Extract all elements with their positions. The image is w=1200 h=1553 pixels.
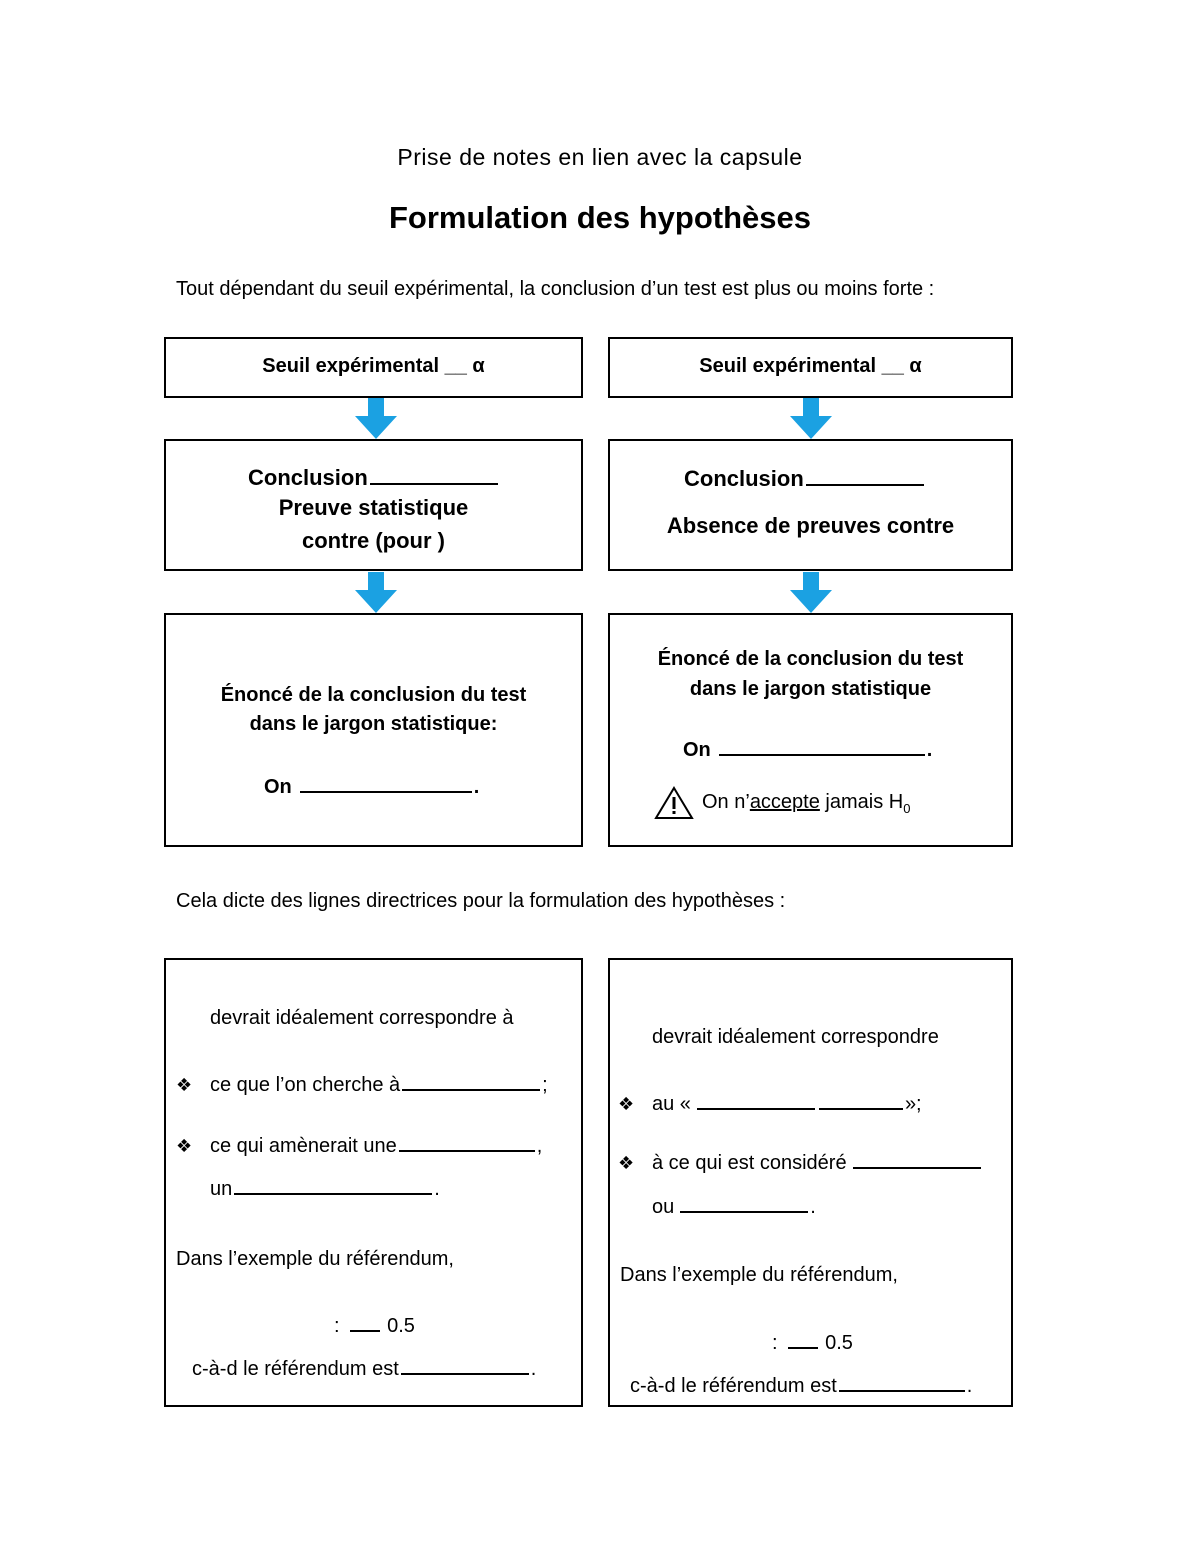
right-guide-example: Dans l’exemple du référendum, [620,1264,898,1286]
right-enonce-line1: Énoncé de la conclusion du test [657,648,964,670]
diamond-bullet-icon: ❖ [618,1094,635,1114]
left-conclusion-line2: Preuve statistique [278,495,469,520]
right-guide-bullet1: ❖ au « »; [618,1088,922,1116]
right-enonce-line2: dans le jargon statistique [689,678,932,700]
right-conclusion-box [608,439,1013,571]
right-guide-bullet2-cont: ou . [652,1191,816,1219]
left-guide-bullet1: ❖ ce que l’on cherche à ; [176,1069,548,1097]
diamond-bullet-icon: ❖ [176,1075,193,1095]
left-conclusion-line3: contre (pour ) [302,528,445,553]
left-enonce-line1: Énoncé de la conclusion du test [220,684,527,706]
arrow-down-icon [354,398,398,440]
right-guide-bullet2: ❖ à ce qui est considéré [618,1147,983,1175]
left-conclusion-box [164,439,583,571]
left-guide-bullet2: ❖ ce qui amènerait une , [176,1130,542,1158]
right-conclusion-line2: Absence de preuves contre [666,513,955,538]
left-guide-example: Dans l’exemple du référendum, [176,1248,454,1270]
left-guide-hypothesis: : 0.5 [334,1310,415,1338]
right-seuil-label: Seuil expérimental __ α [699,355,922,377]
right-guide-heading: devrait idéalement correspondre [652,1026,939,1048]
intro-text: Tout dépendant du seuil expérimental, la conclusion d’un test est plus ou moins forte : [176,278,935,300]
right-conclusion-label: Conclusion [684,462,926,492]
right-guide-cad: c-à-d le référendum est . [630,1370,972,1398]
right-guide-hypothesis: : 0.5 [772,1327,853,1355]
left-guide-bullet2-cont: un . [210,1173,440,1201]
arrow-down-icon [789,398,833,440]
guidelines-intro: Cela dicte des lignes directrices pour la formulation des hypothèses : [176,890,786,912]
diamond-bullet-icon: ❖ [176,1136,193,1156]
left-guide-box [164,958,583,1407]
left-seuil-box [164,337,583,398]
left-enonce-box [164,613,583,847]
right-guide-box [608,958,1013,1407]
left-guide-cad: c-à-d le référendum est . [192,1353,536,1381]
arrow-down-icon [354,572,398,614]
right-enonce-box [608,613,1013,847]
right-seuil-box [608,337,1013,398]
right-on-line: On . [683,734,932,762]
left-on-line: On . [264,771,479,799]
left-seuil-label: Seuil expérimental __ α [262,355,485,377]
warning-icon [654,786,694,820]
arrow-down-icon [789,572,833,614]
left-guide-heading: devrait idéalement correspondre à [210,1007,514,1029]
page-title: Formulation des hypothèses [388,200,811,235]
diamond-bullet-icon: ❖ [618,1153,635,1173]
left-conclusion-label: Conclusion [248,461,500,491]
warning-text: On n’accepte jamais $H_0$ [702,791,911,816]
page-subtitle: Prise de notes en lien avec la capsule [397,144,803,170]
left-enonce-line2: dans le jargon statistique: [249,713,498,735]
